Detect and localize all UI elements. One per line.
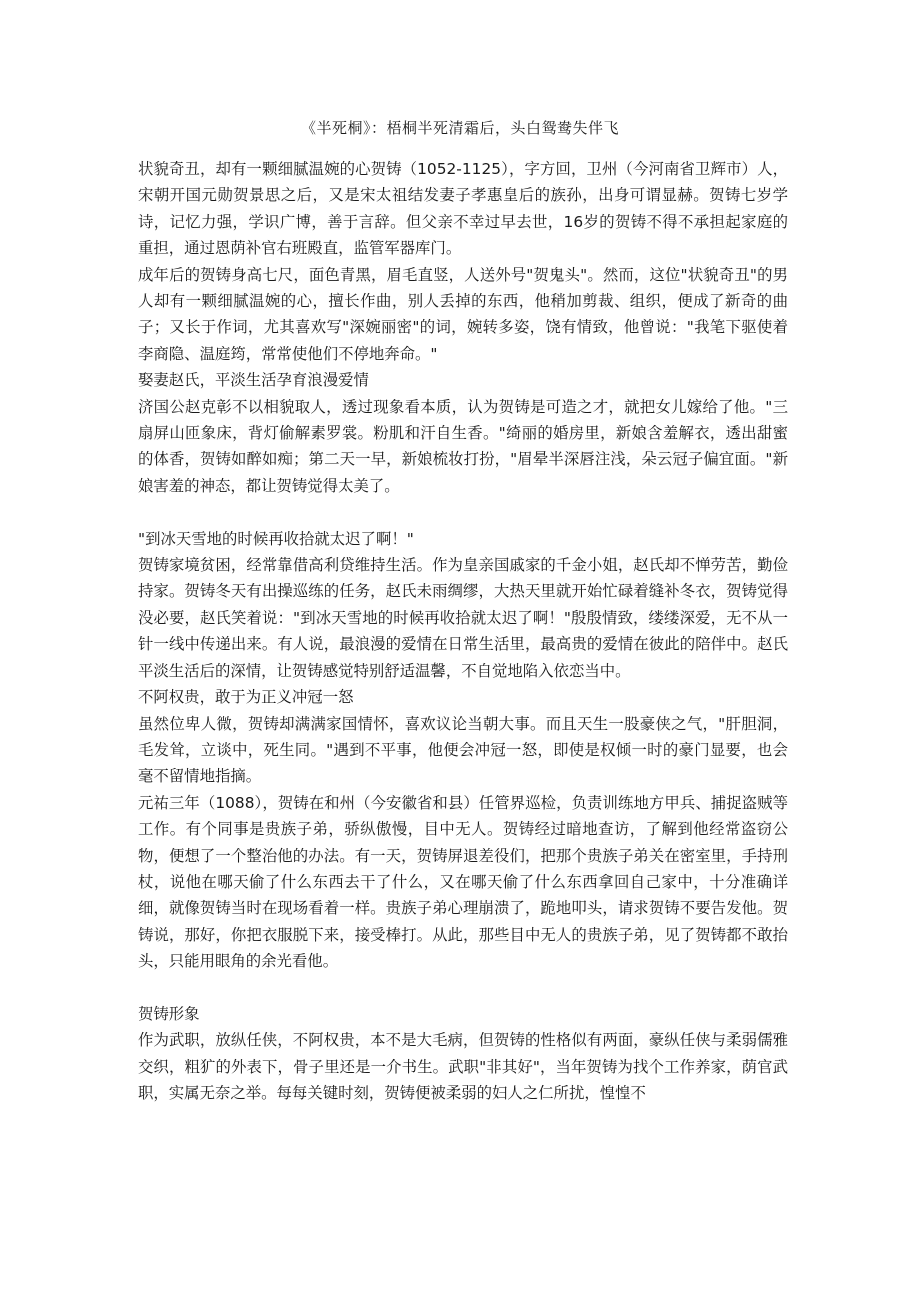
- paragraph: 济国公赵克彰不以相貌取人，透过现象看本质，认为贺铸是可造之才，就把女儿嫁给了他。"三扇屏山匝象床，背灯偷解素罗裳。粉肌和汗自生香。"绮丽的婚房里，新娘含羞解衣，透出甜蜜的体香，贺铸如醉如痴；第二天一早，新娘梳妆打扮，"眉晕半深唇注浅，朵云冠子偏宜面。"新娘害羞的神态，都让贺铸觉得太美了。: [138, 397, 788, 495]
- blank-line: [138, 499, 788, 525]
- paragraph: 贺铸家境贫困，经常靠借高利贷维持生活。作为皇亲国戚家的千金小姐，赵氏却不惮劳苦，勤俭持家。贺铸冬天有出操巡练的任务，赵氏未雨绸缪，大热天里就开始忙碌着缝补冬衣，贺铸觉得没必要，赵氏笑着说："到冰天雪地的时候再收拾就太迟了啊！"殷殷情致，缕缕深爱，无不从一针一线中传递出来。有人说，最浪漫的爱情在日常生活里，最高贵的爱情在彼此的陪伴中。赵氏平淡生活后的深情，让贺铸感觉特别舒适温馨，不自觉地陷入依恋当中。: [138, 556, 788, 680]
- document-body: [138, 156, 788, 1107]
- paragraph: 成年后的贺铸身高七尺，面色青黑，眉毛直竖，人送外号"贺鬼头"。然而，这位"状貌奇丑"的男人却有一颗细腻温婉的心，擅长作曲，别人丢掉的东西，他稍加剪裁、组织，便成了新奇的曲子；又长于作词，尤其喜欢写"深婉丽密"的词，婉转多姿，饶有情致，他曾说："我笔下驱使着李商隐、温庭筠，常常使他们不停地奔命。": [138, 265, 788, 363]
- document-title: 《半死桐》：梧桐半死清霜后，头白鸳鸯失伴飞: [300, 119, 619, 137]
- paragraph: 虽然位卑人微，贺铸却满满家国情怀，喜欢议论当朝大事。而且天生一股豪侠之气，"肝胆洞，毛发耸，立谈中，死生同。"遇到不平事，他便会冲冠一怒，即使是权倾一时的豪门显要，也会毫不留情地指摘。: [138, 714, 788, 786]
- blank-line: [138, 975, 788, 1001]
- section-heading: "到冰天雪地的时候再收拾就太迟了啊！": [138, 529, 414, 548]
- section-heading: 贺铸形象: [138, 1004, 200, 1023]
- paragraph: 状貌奇丑，却有一颗细腻温婉的心贺铸（1052-1125），字方回，卫州（今河南省卫辉市）人，宋朝开国元勋贺景思之后，又是宋太祖结发妻子孝惠皇后的族孙，出身可谓显赫。贺铸七岁学诗，记忆力强，学识广博，善于言辞。但父亲不幸过早去世，16岁的贺铸不得不承担起家庭的重担，通过恩荫补官右班殿直，监管军器库门。: [138, 160, 788, 258]
- section-heading: 娶妻赵氏，平淡生活孕育浪漫爱情: [138, 371, 369, 390]
- paragraph: 作为武职，放纵任侠，不阿权贵，本不是大毛病，但贺铸的性格似有两面，豪纵任侠与柔弱儒雅交织，粗犷的外表下，骨子里还是一介书生。武职"非其好"，当年贺铸为找个工作养家，荫官武职，实属无奈之举。每每关键时刻，贺铸便被柔弱的妇人之仁所扰，惶惶不: [138, 1031, 788, 1103]
- paragraph: 元祐三年（1088），贺铸在和州（今安徽省和县）任管界巡检，负责训练地方甲兵、捕捉盗贼等工作。有个同事是贵族子弟，骄纵傲慢，目中无人。贺铸经过暗地查访，了解到他经常盗窃公物，便想了一个整治他的办法。有一天，贺铸屏退差役们，把那个贵族子弟关在密室里，手持刑杖，说他在哪天偷了什么东西去干了什么，又在哪天偷了什么东西拿回自己家中，十分准确详细，就像贺铸当时在现场看着一样。贵族子弟心理崩溃了，跪地叩头，请求贺铸不要告发他。贺铸说，那好，你把衣服脱下来，接受棒打。从此，那些目中无人的贵族子弟，见了贺铸都不敢抬头，只能用眼角的余光看他。: [138, 793, 788, 971]
- section-heading: 不阿权贵，敢于为正义冲冠一怒: [138, 688, 354, 707]
